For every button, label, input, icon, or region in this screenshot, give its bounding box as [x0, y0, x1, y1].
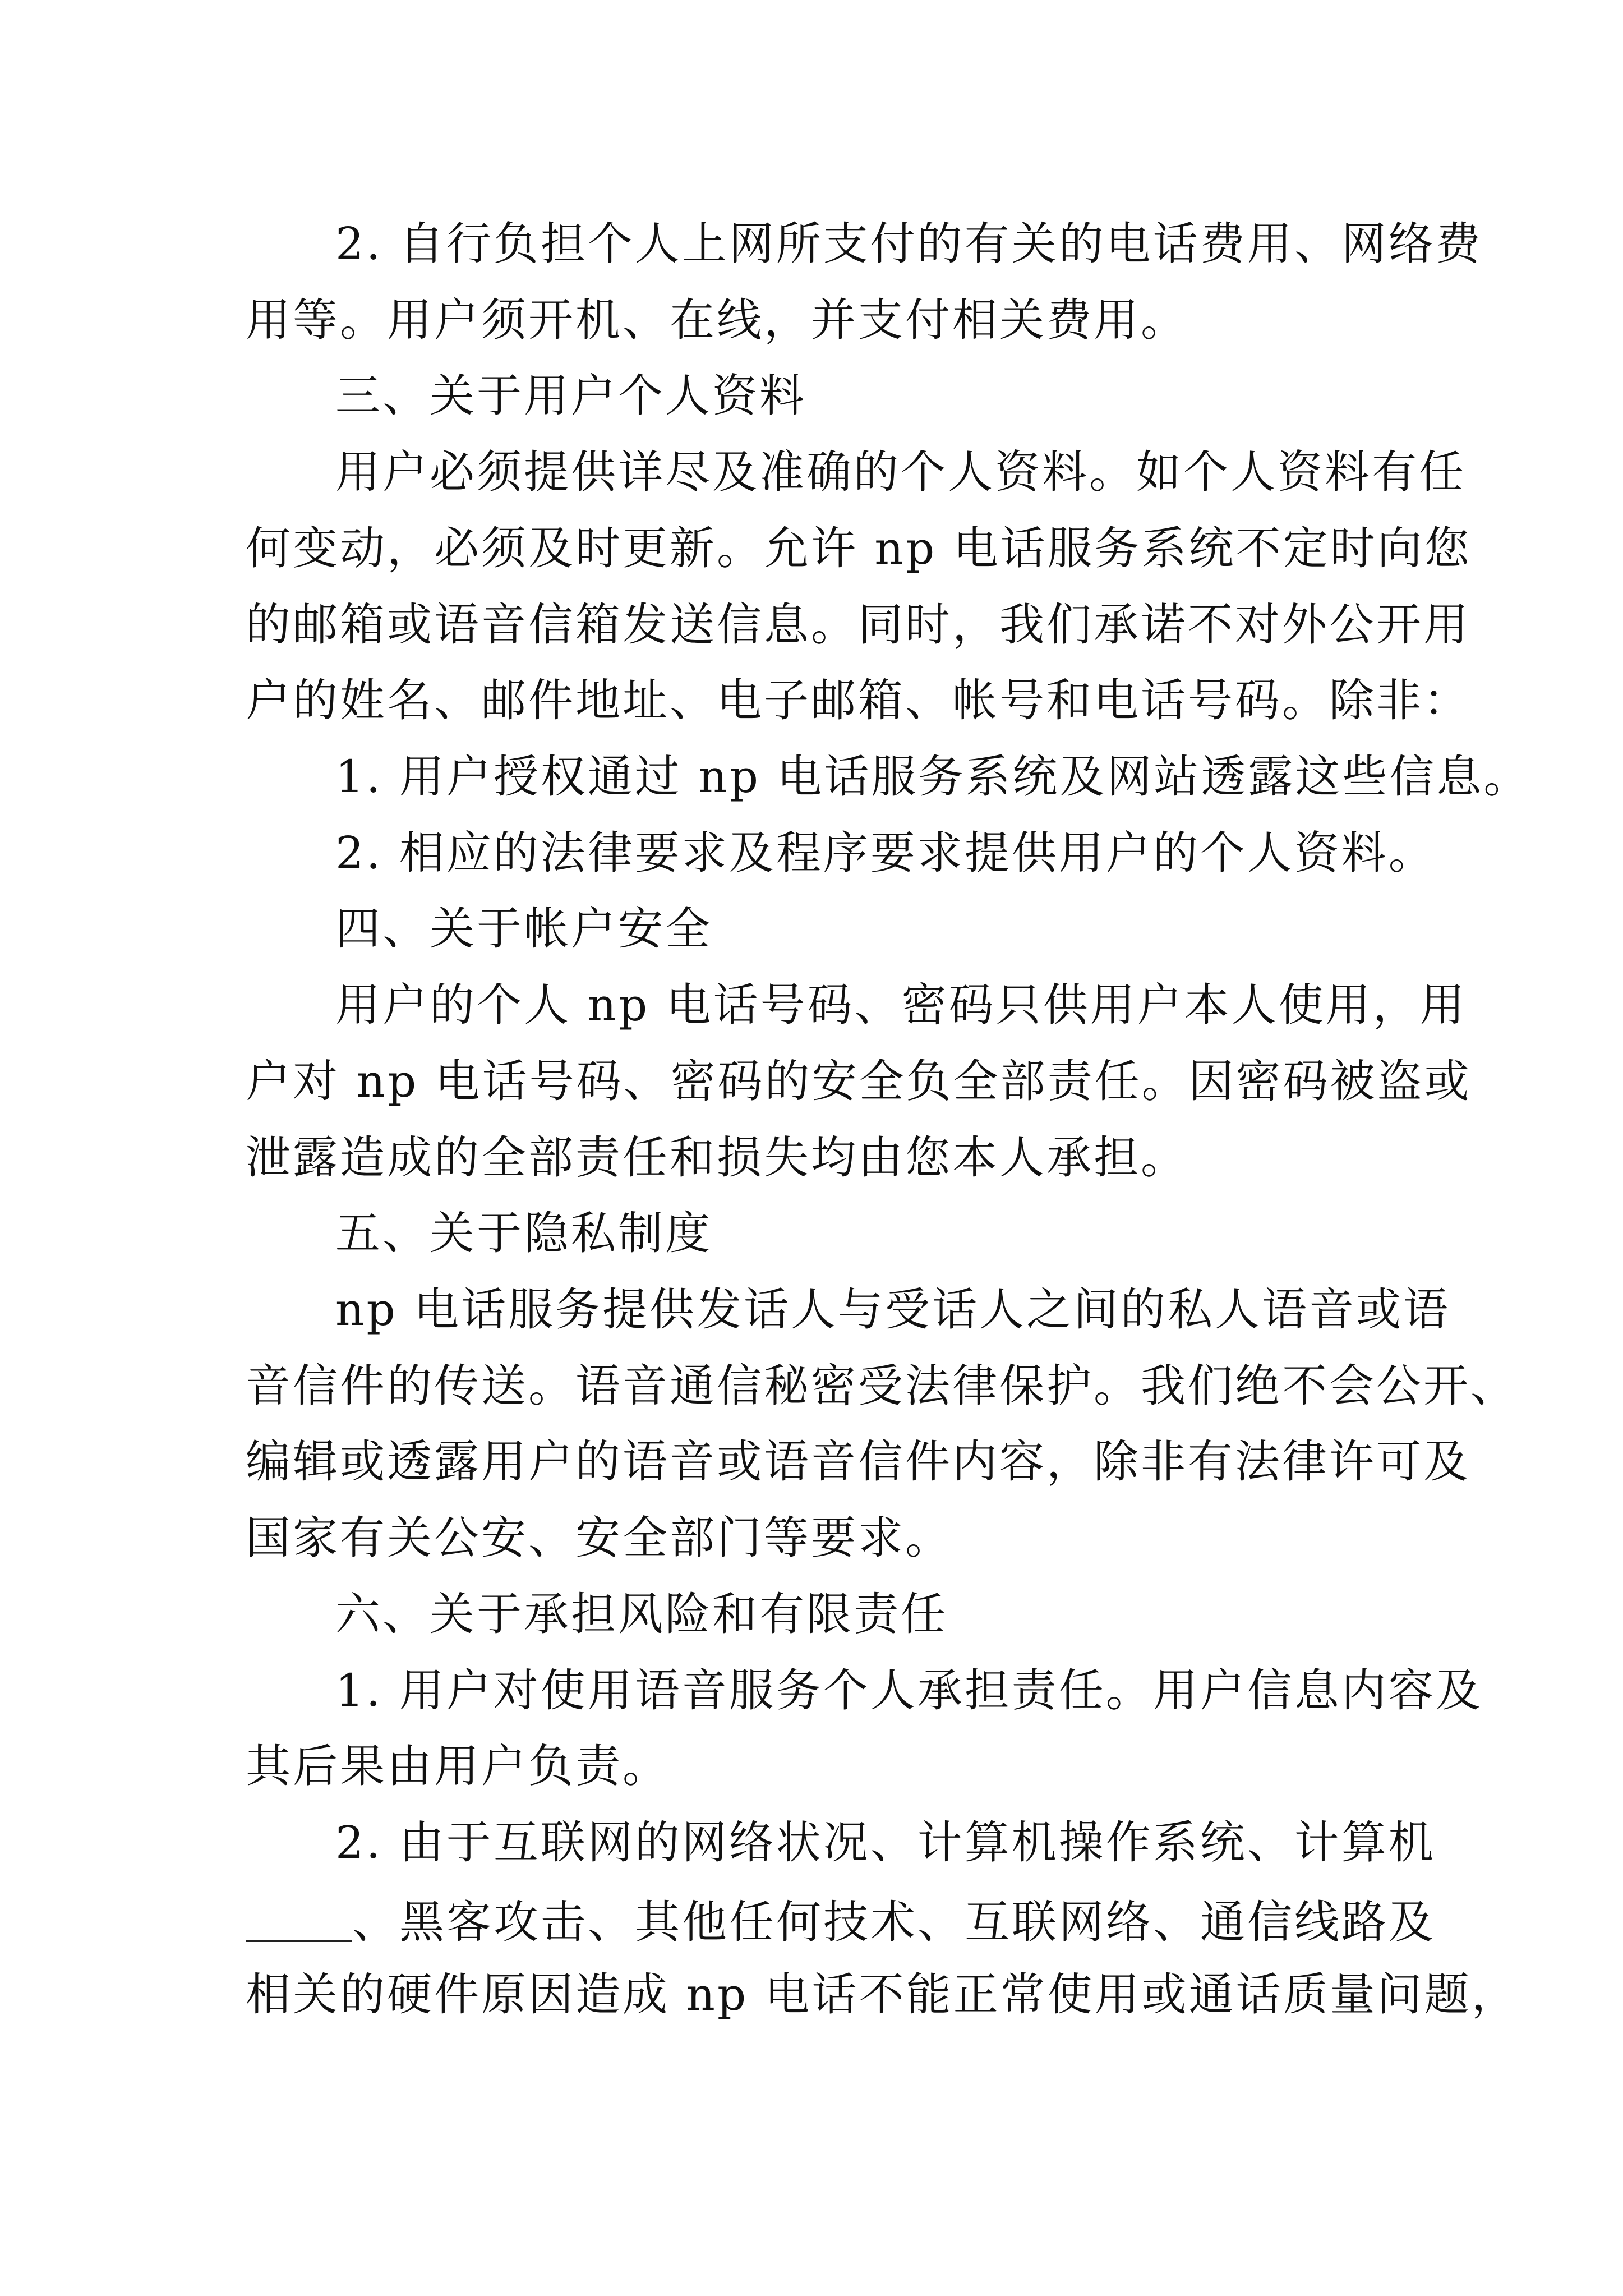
text-line-20: 1. 用户对使用语音服务个人承担责任。用户信息内容及 [335, 1664, 1483, 1717]
text-line-17: 编辑或透露用户的语音或语音信件内容，除非有法律许可及 [246, 1435, 1470, 1488]
text-line-22: 2. 由于互联网的网络状况、计算机操作系统、计算机 [335, 1816, 1436, 1869]
text-line-2: 用等。用户须开机、在线，并支付相关费用。 [246, 294, 1188, 346]
section-heading-3: 三、关于用户个人资料 [335, 370, 806, 422]
section-heading-4: 四、关于帐户安全 [335, 903, 712, 955]
text-line-23: 、黑客攻击、其他任何技术、互联网络、通信线路及 [352, 1896, 1436, 1948]
section-heading-5: 五、关于隐私制度 [335, 1207, 712, 1259]
text-line-24: 相关的硬件原因造成 np 电话不能正常使用或通话质量问题， [246, 1968, 1519, 2021]
text-line-21: 其后果由用户负责。 [246, 1740, 670, 1792]
text-line-18: 国家有关公安、安全部门等要求。 [246, 1512, 952, 1564]
text-line-9: 2. 相应的法律要求及程序要求提供用户的个人资料。 [335, 827, 1436, 879]
text-line-5: 何变动，必须及时更新。允许 np 电话服务系统不定时向您 [246, 522, 1472, 574]
section-heading-6: 六、关于承担风险和有限责任 [335, 1588, 948, 1640]
text-line-1: 2. 自行负担个人上网所支付的有关的电话费用、网络费 [335, 218, 1483, 270]
text-line-13: 泄露造成的全部责任和损失均由您本人承担。 [246, 1131, 1188, 1184]
text-line-8: 1. 用户授权通过 np 电话服务系统及网站透露这些信息。 [335, 751, 1531, 803]
text-line-23-container [246, 1891, 1436, 1950]
text-line-11: 用户的个人 np 电话号码、密码只供用户本人使用，用 [335, 979, 1467, 1031]
text-line-7: 户的姓名、邮件地址、电子邮箱、帐号和电话号码。除非： [246, 674, 1470, 726]
text-line-16: 音信件的传送。语音通信秘密受法律保护。我们绝不会公开、 [246, 1360, 1518, 1412]
blank-underline [246, 1895, 352, 1942]
text-line-4: 用户必须提供详尽及准确的个人资料。如个人资料有任 [335, 446, 1466, 498]
text-line-12: 户对 np 电话号码、密码的安全负全部责任。因密码被盗或 [246, 1055, 1472, 1107]
text-line-6: 的邮箱或语音信箱发送信息。同时，我们承诺不对外公开用 [246, 599, 1470, 651]
text-line-15: np 电话服务提供发话人与受话人之间的私人语音或语 [335, 1283, 1451, 1336]
